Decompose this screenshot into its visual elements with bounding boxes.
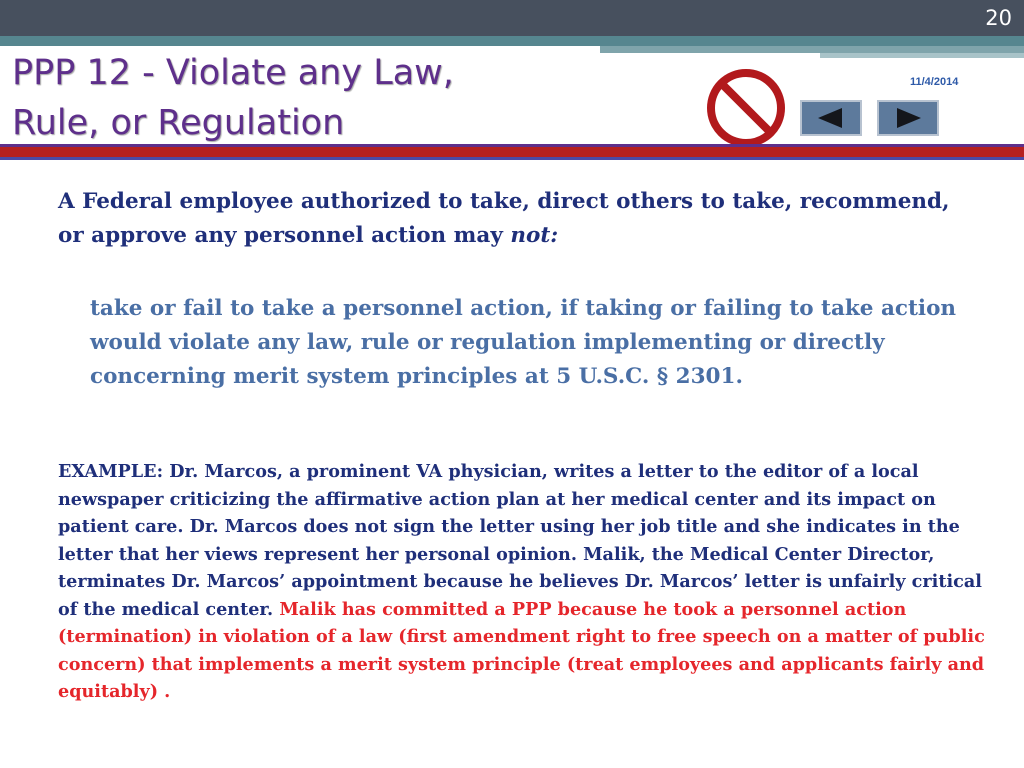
header-accent-stripe-secondary [600,46,1024,53]
header-accent-stripe [0,36,1024,46]
title-line-2: Rule, or Regulation [12,103,345,143]
intro-paragraph [58,185,958,253]
header-accent-stripe-tertiary [820,53,1024,58]
example-conclusion: Malik has committed a PPP because he took a personnel action (termination) in violation of a law (first amendment right to free speech on a matter of public concern) that implements a merit system principle (treat employees and applicants fairly and equitably) . [58,598,985,702]
slide-date: 11/4/2014 [910,76,959,88]
title-divider-blue [0,157,1024,160]
rule-paragraph: take or fail to take a personnel action, if taking or failing to take action would violate any law, rule or regulation implementing or directly concerning merit system principles at 5 U.S.C. § 2301. [90,296,957,389]
slide-number: 20 [985,6,1012,30]
next-slide-button[interactable] [877,100,939,136]
intro-text: A Federal employee authorized to take, direct others to take, recommend, or approve any personnel action may [58,189,950,248]
triangle-right-icon [891,106,925,130]
top-bar [0,0,1024,36]
example-text: EXAMPLE: Dr. Marcos, a prominent VA physician, writes a letter to the editor of a local newspaper criticizing the affirmative action plan at her medical center and its impact on patient care. Dr. Marcos does not sign the letter using her job title and she indicates in the letter that her views represent her personal opinion. Malik, the Medical Center Director, terminates Dr. Marcos’ appointment because he believes Dr. Marcos’ letter is unfairly critical of the medical center. [58,461,982,620]
intro-emphasis: not: [510,223,559,248]
title-divider-red [0,147,1024,157]
triangle-left-icon [814,106,848,130]
prohibited-icon [705,67,787,149]
slide-title [12,48,454,148]
previous-slide-button[interactable] [800,100,862,136]
example-paragraph [58,458,993,706]
title-line-1: PPP 12 - Violate any Law, [12,53,454,93]
